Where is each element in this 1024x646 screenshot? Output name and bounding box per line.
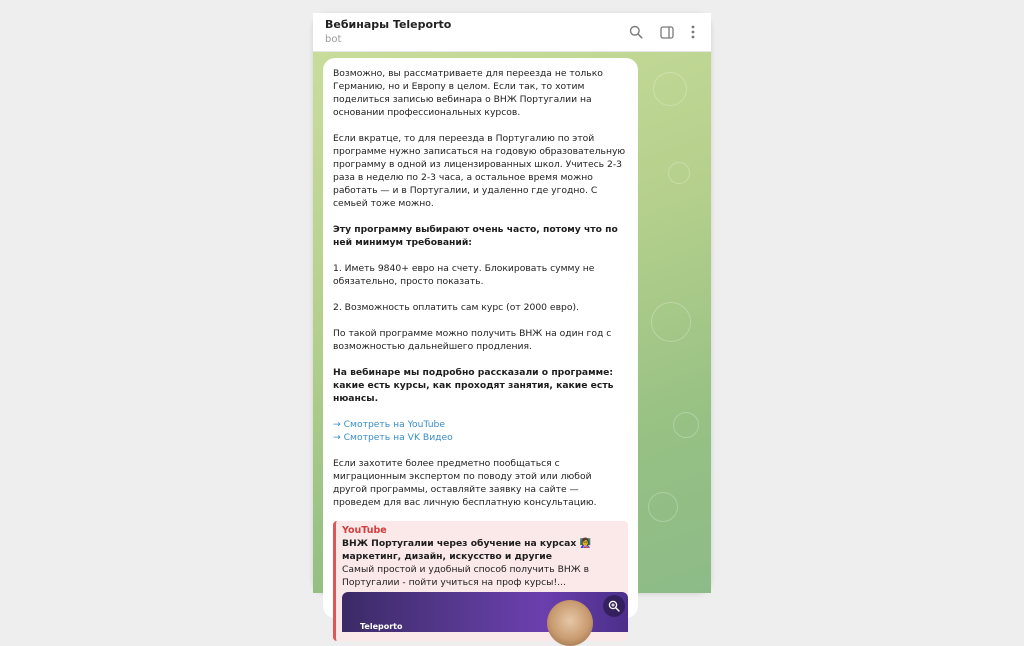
preview-thumbnail[interactable] <box>342 592 628 632</box>
message-links <box>333 418 628 444</box>
message-paragraph: Если захотите более предметно пообщаться с миграционным экспертом по поводу этой или любой другой программы, оставляйте заявку на сайте — проведем для вас личную бесплатную консультацию. <box>333 458 597 508</box>
telegram-window <box>313 13 711 631</box>
thumbnail-logo: Teleporto <box>360 622 403 631</box>
message-paragraph: По такой программе можно получить ВНЖ на один год с возможностью дальнейшего продления. <box>333 328 612 352</box>
search-icon[interactable] <box>627 23 645 41</box>
message-paragraph-bold: Эту программу выбирают очень часто, потому что по ней минимум требований: <box>333 224 618 248</box>
message-paragraph: Если вкратце, то для переезда в Португалию по этой программе нужно записаться на годовую образовательную программу в одной из лицензированных школ. Учитесь 2-3 раза в неделю по 2-3 часа, а остальное время можно работать — и в Португалии, и удаленно где угодно. С семьей тоже можно. <box>333 133 626 209</box>
chat-background <box>313 52 711 631</box>
message-paragraph: 1. Иметь 9840+ евро на счету. Блокировать сумму не обязательно, просто показать. <box>333 263 595 287</box>
link-preview[interactable] <box>333 521 628 641</box>
background-doodle <box>648 492 678 522</box>
message-paragraph: Возможно, вы рассматриваете для переезда не только Германию, но и Европу в целом. Если так, то хотим поделиться записью вебинара о ВНЖ Португалии на основании профессиональных курсов. <box>333 68 603 118</box>
message-paragraph: 2. Возможность оплатить сам курс (от 2000 евро). <box>333 302 579 313</box>
more-vertical-icon[interactable] <box>684 23 702 41</box>
preview-title: ВНЖ Португалии через обучение на курсах 👩‍🏫 маркетинг, дизайн, искусство и другие <box>342 538 591 562</box>
sidebar-toggle-icon[interactable] <box>658 23 676 41</box>
thumbnail-person-image <box>547 600 593 646</box>
message-paragraph-bold: На вебинаре мы подробно рассказали о программе: какие есть курсы, как проходят занятия, какие есть нюансы. <box>333 367 614 404</box>
youtube-link[interactable]: → Смотреть на YouTube <box>333 419 446 430</box>
background-doodle <box>653 72 687 106</box>
preview-source: YouTube <box>342 525 387 536</box>
vk-video-link[interactable]: → Смотреть на VK Видео <box>333 432 453 443</box>
background-doodle <box>673 412 699 438</box>
preview-description: Самый простой и удобный способ получить ВНЖ в Португалии - пойти учиться на проф курсы!... <box>342 564 590 588</box>
background-doodle <box>651 302 691 342</box>
zoom-in-icon[interactable] <box>603 595 625 617</box>
message-bubble <box>323 58 638 631</box>
chat-title[interactable]: Вебинары Teleporto <box>325 18 452 31</box>
chat-subtitle: bot <box>325 34 342 45</box>
chat-header <box>313 13 711 52</box>
background-doodle <box>668 162 690 184</box>
